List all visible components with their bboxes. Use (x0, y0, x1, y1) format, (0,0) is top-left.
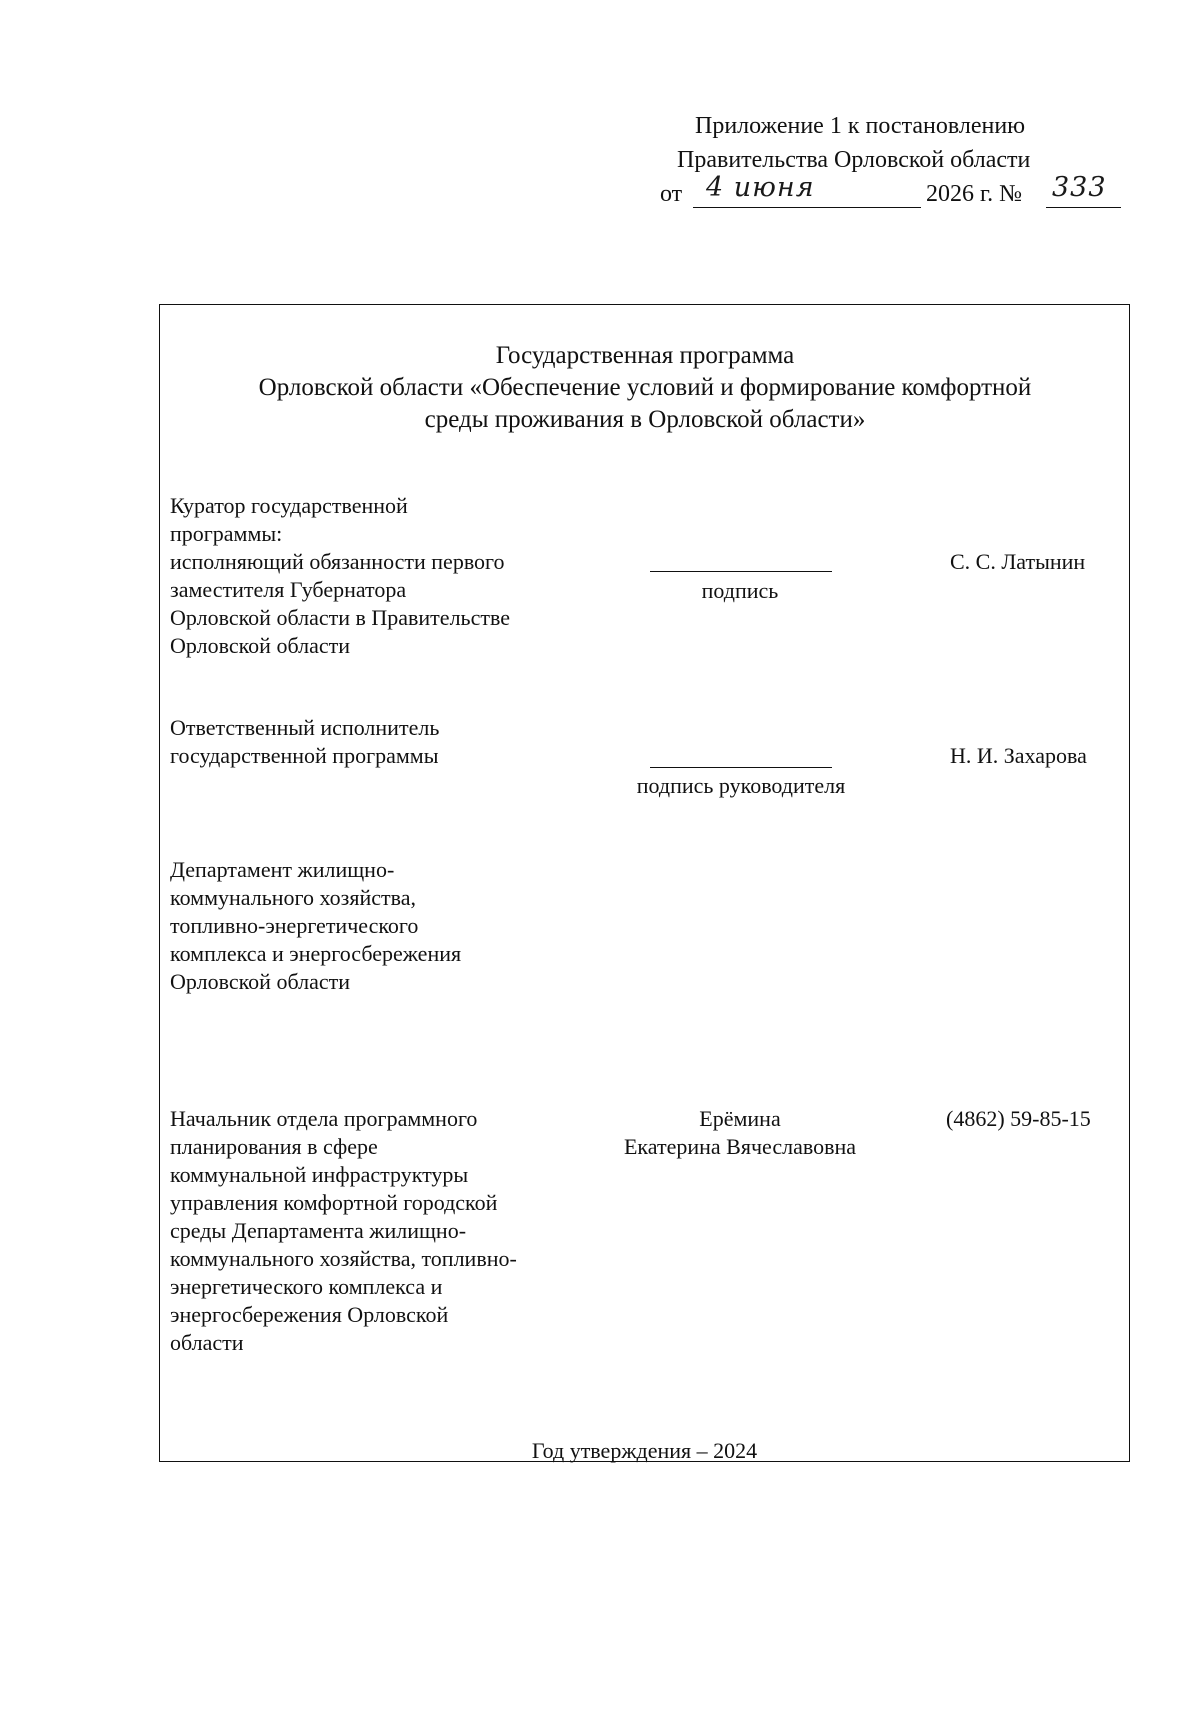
contact-person: Ерёмина Екатерина Вячеславовна (623, 1106, 857, 1159)
handwritten-date: 4 июня (706, 172, 815, 203)
curator-signature-line (650, 571, 832, 572)
contact-position: Начальник отдела программного планирования в сфере коммунальной инфраструктуры управления комфортной городской среды Департамента жилищно- коммунального хозяйства, топливно- энергетического комплекса и энергосбережения Орловской области (170, 1106, 517, 1355)
year-number-label: 2026 г. № (926, 181, 1023, 207)
appendix-header-line1: Приложение 1 к постановлению (695, 113, 1026, 139)
curator-role: Куратор государственной программы: исполняющий обязанности первого заместителя Губернатора Орловской области в Правительстве Орловской области (170, 493, 510, 658)
contact-phone: (4862) 59-85-15 (946, 1106, 1091, 1131)
date-prefix: от (660, 181, 683, 207)
program-title-line1: Государственная программа (495, 342, 795, 369)
executor-role: Ответственный исполнитель государственной программы (170, 715, 440, 768)
executor-signature-caption: подпись руководителя (636, 773, 846, 798)
executor-signature-line (650, 767, 832, 768)
curator-signature-caption: подпись (701, 578, 779, 603)
program-title-line2: Орловской области «Обеспечение условий и формирование комфортной (258, 374, 1032, 401)
date-underline (693, 207, 921, 208)
handwritten-number: 333 (1052, 172, 1107, 203)
approval-year: Год утверждения – 2024 (531, 1438, 758, 1463)
program-title-line3: среды проживания в Орловской области» (424, 406, 866, 433)
department-name: Департамент жилищно- коммунального хозяйства, топливно-энергетического комплекса и энергосбережения Орловской области (170, 857, 462, 994)
number-underline (1046, 207, 1121, 208)
curator-name: С. С. Латынин (950, 549, 1086, 574)
executor-name: Н. И. Захарова (950, 743, 1087, 768)
appendix-header-line2: Правительства Орловской области (677, 147, 1031, 173)
